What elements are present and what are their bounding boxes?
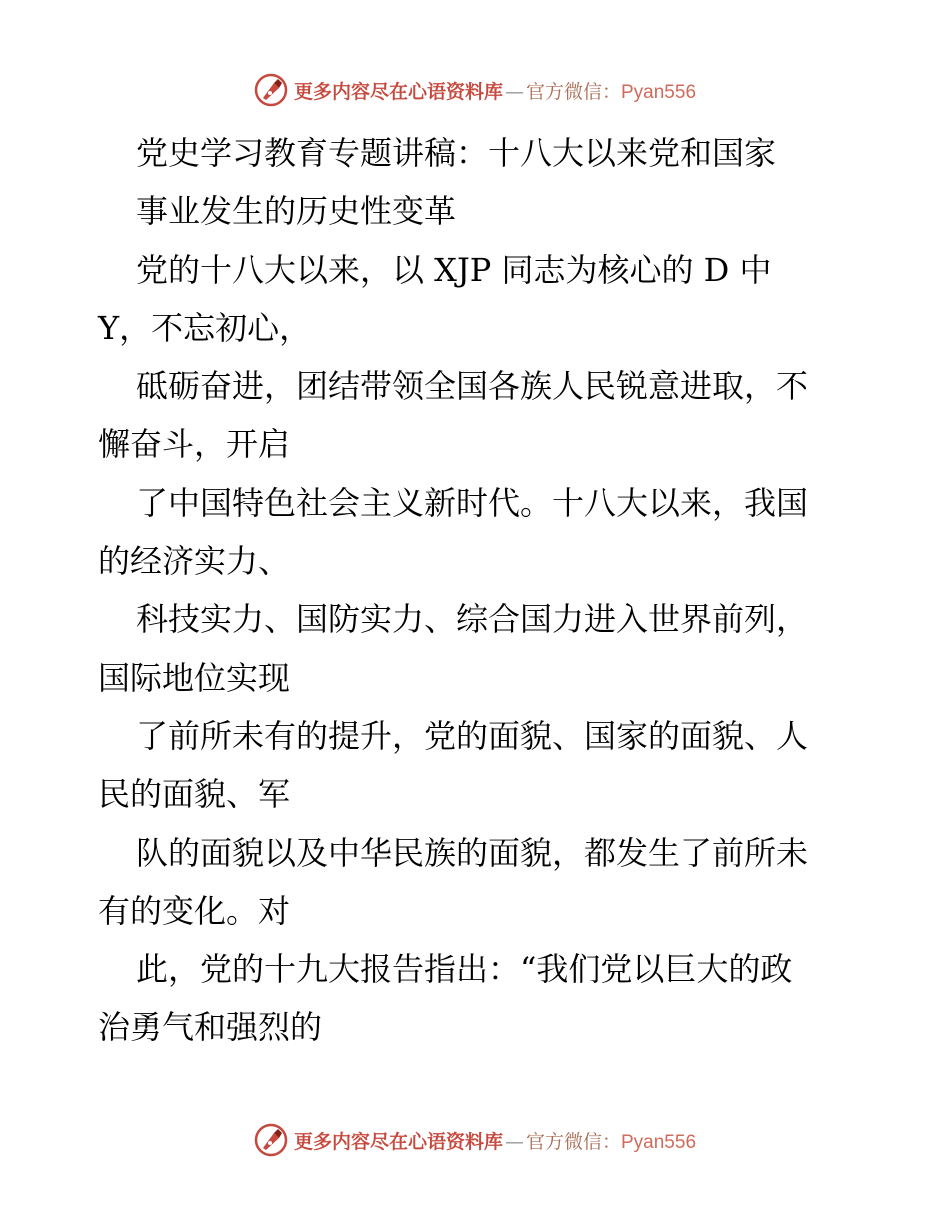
doc-line: 民的面貌、军 (98, 775, 291, 814)
doc-line: 了前所未有的提升，党的面貌、国家的面貌、人 (136, 716, 809, 755)
footer-watermark (0, 1120, 950, 1160)
doc-line: 国际地位实现 (98, 658, 291, 697)
watermark-separator: — (504, 80, 524, 103)
pen-nib-logo-icon (254, 1123, 288, 1157)
doc-line: 党史学习教育专题讲稿：十八大以来党和国家 (136, 134, 777, 172)
watermark-wechat-id: Pyan556 (621, 1131, 697, 1153)
doc-line: 此，党的十九大报告指出：“我们党以巨大的政 (136, 950, 793, 989)
watermark-wechat-id: Pyan556 (621, 81, 697, 103)
header-watermark (0, 70, 950, 110)
doc-line: 事业发生的历史性变革 (136, 192, 457, 231)
doc-line: 治勇气和强烈的 (98, 1008, 323, 1047)
doc-line: 的经济实力、 (98, 542, 291, 581)
doc-line: 了中国特色社会主义新时代。十八大以来，我国 (136, 483, 809, 522)
doc-line: Y，不忘初心， (98, 308, 312, 347)
watermark-separator: — (504, 1130, 524, 1153)
watermark-wechat-label: 官方微信： (525, 80, 621, 103)
watermark-text (294, 77, 696, 104)
pen-nib-logo-icon (254, 73, 288, 107)
doc-line: 科技实力、国防实力、综合国力进入世界前列， (136, 600, 809, 639)
doc-line: 党的十八大以来，以 XJP 同志为核心的 D 中 (136, 250, 772, 289)
watermark-wechat-label: 官方微信： (525, 1130, 621, 1153)
watermark-brand: 更多内容尽在心语资料库 (293, 80, 503, 103)
doc-line: 有的变化。对 (98, 891, 291, 930)
watermark-text (294, 1127, 696, 1154)
doc-line: 砥砺奋进，团结带领全国各族人民锐意进取，不 (136, 367, 809, 406)
document-body (98, 124, 858, 1057)
doc-line: 队的面貌以及中华民族的面貌，都发生了前所未 (136, 833, 809, 872)
watermark-brand: 更多内容尽在心语资料库 (293, 1130, 503, 1153)
doc-line: 懈奋斗，开启 (98, 425, 291, 464)
